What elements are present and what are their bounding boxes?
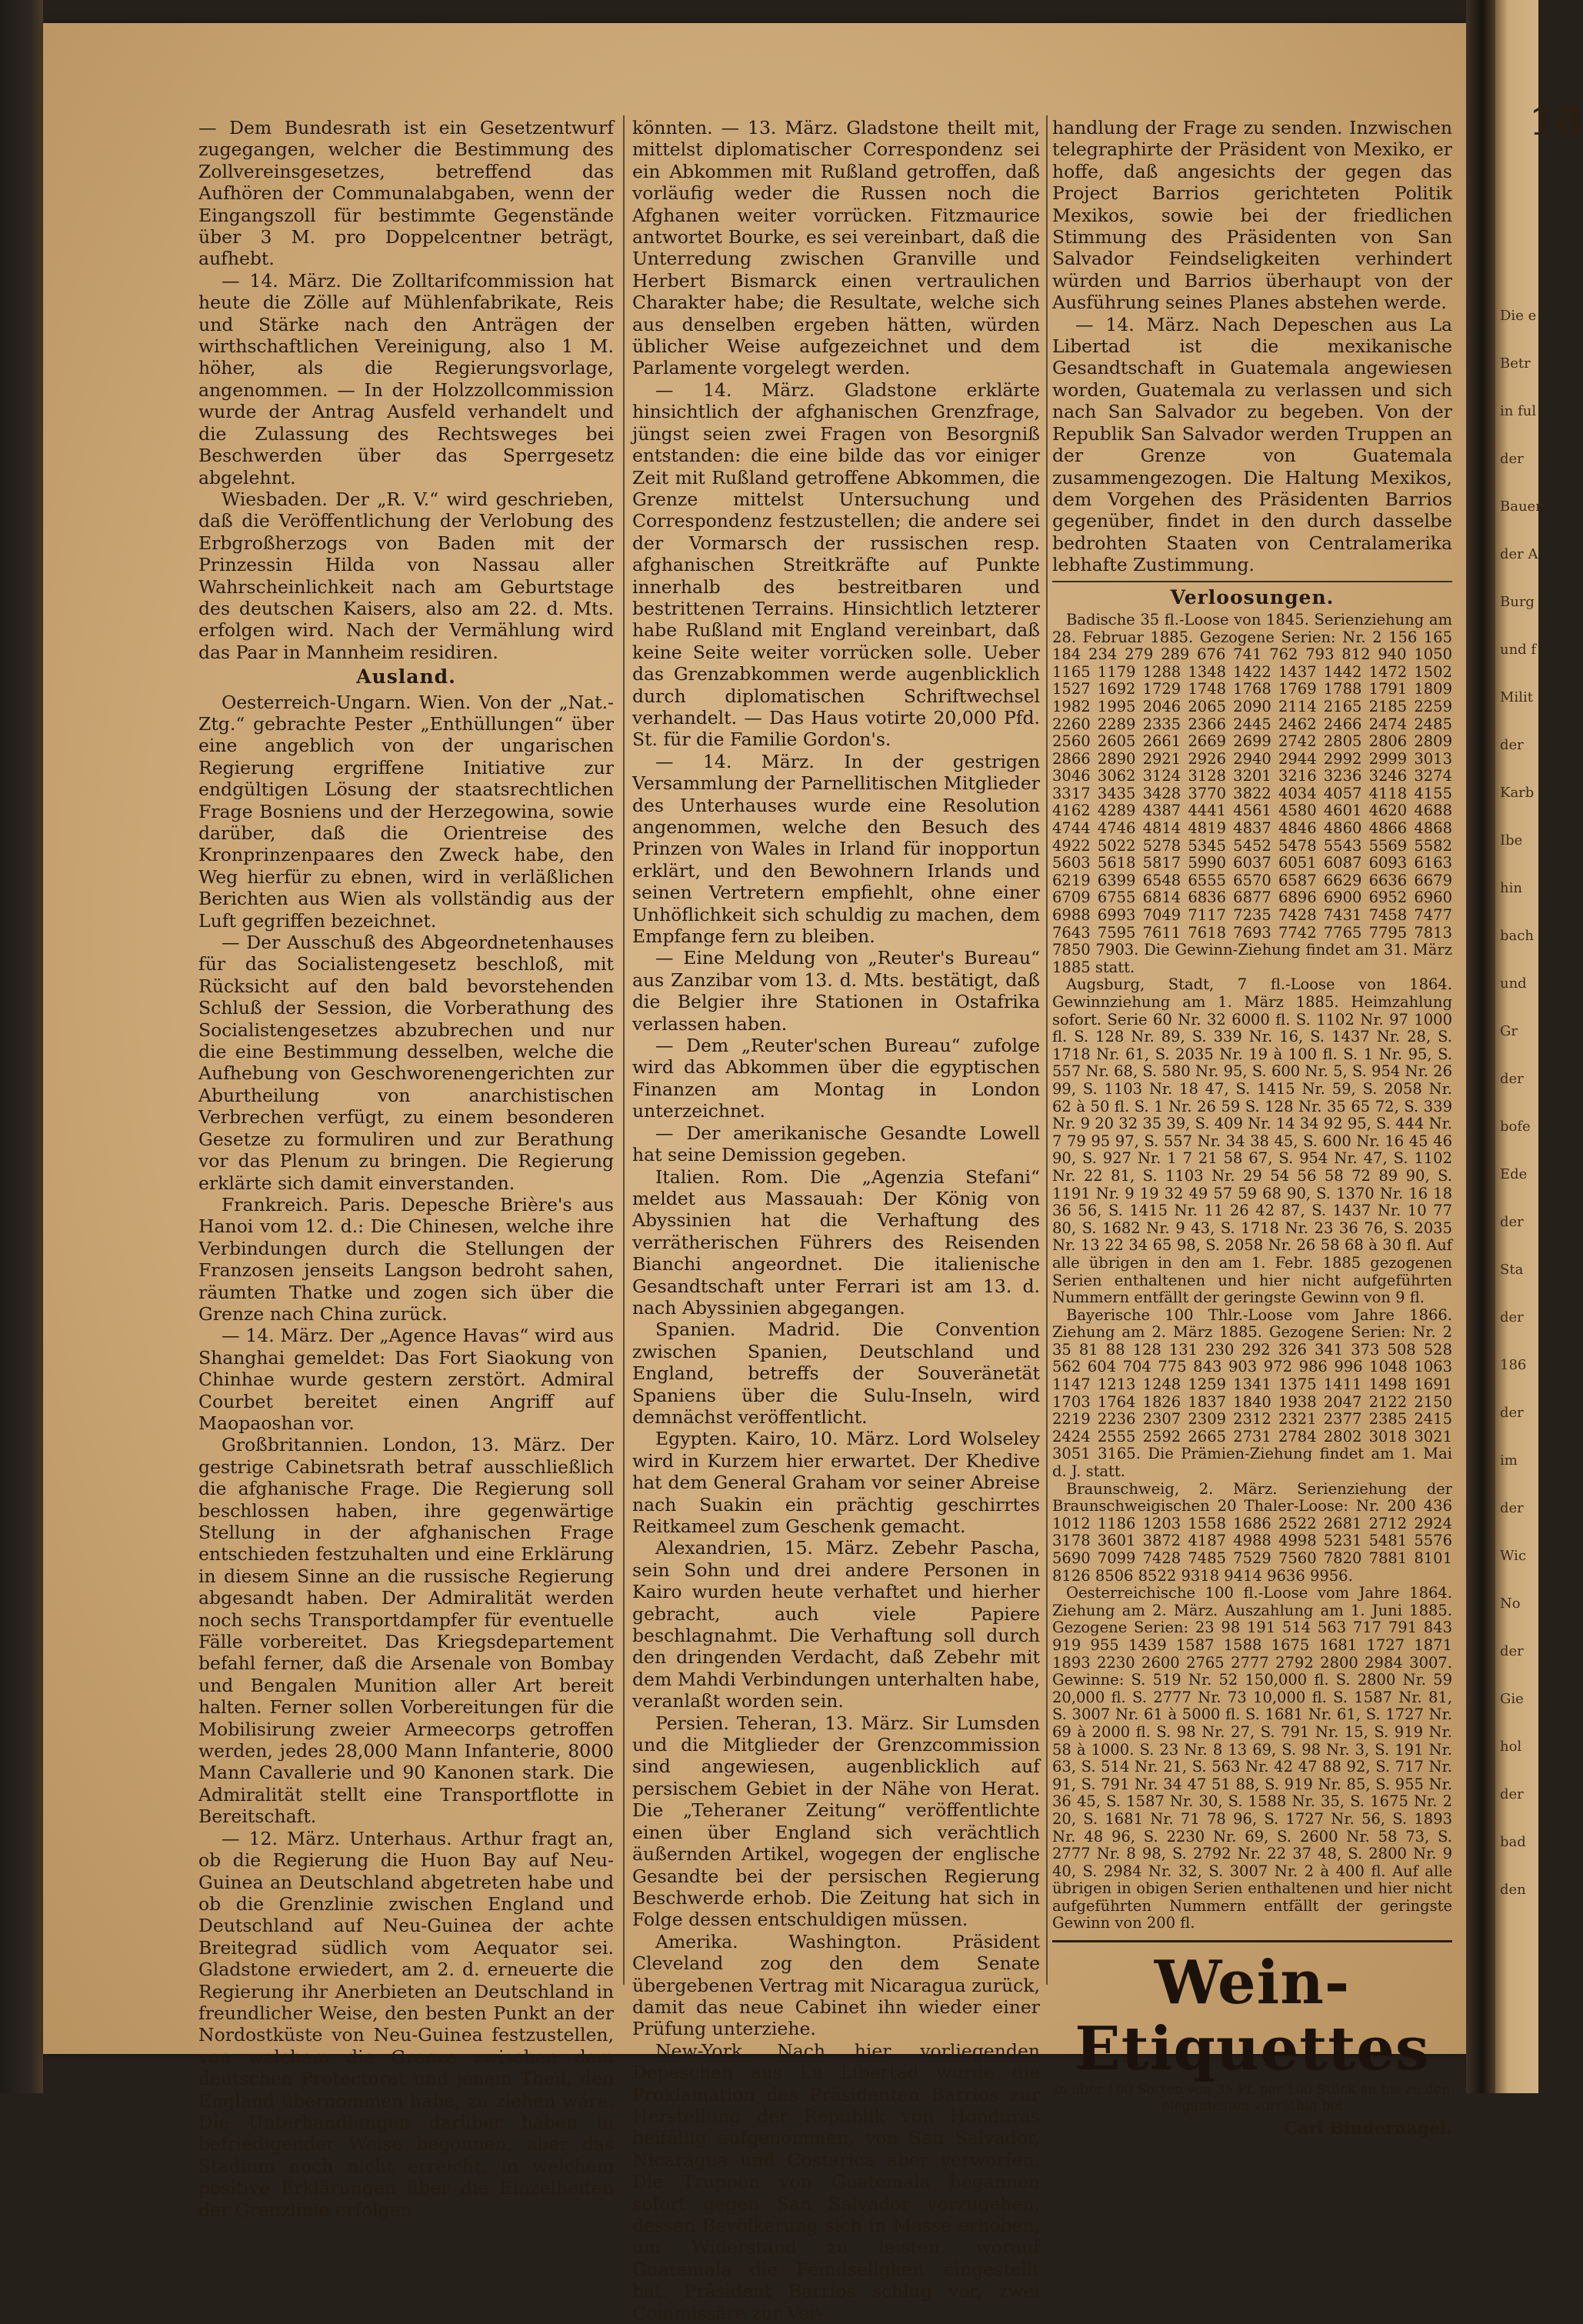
article-paragraph: New-York. Nach hier vorliegenden Depeschen aus La Libertad wurde die Proklamation des Präsidenten Barrios zur Herstellung der Republik von Honduras beifällig aufgenommen, von San Salvador, Nicaragua und Costarica aber verworfen. Die Truppen von Guatemala begannen sofort gegen San Salvador vorzugehen, dessen Bevölkerung sich in Masse erhoben, um Widerstand zu leisten, worauf Guatemala die Feindseligkeit eingestellt hat. Präsident Barrios schlug vor, zwei Commissäre zur Ver- (632, 2039, 1040, 2324)
next-page-fragment: 186 (1500, 1357, 1527, 1373)
article-paragraph: — 14. März. Nach Depeschen aus La Libertad ist die mexikanische Gesandtschaft in Guatemala angewiesen worden, Guatemala zu verlassen und sich nach San Salvador zu begeben. Von der Republik San Salvador werden Truppen an der Grenze von Guatemala zusammengezogen. Die Haltung Mexikos, dem Vorgehen des Präsidenten Barrios gegenüber, findet in den durch dasselbe bedrohten Staaten von Centralamerika lebhafte Zustimmung. (1052, 313, 1452, 576)
next-page-fragment: bofe (1500, 1119, 1531, 1135)
binding-edge (0, 0, 43, 2093)
page-number: 18 (1529, 98, 1583, 144)
next-page-fragment: und (1500, 975, 1527, 992)
column-2 (632, 117, 1040, 2324)
article-paragraph: — 12. März. Unterhaus. Arthur fragt an, ob die Regierung die Huon Bay auf Neu-Guinea an Deutschland abgetreten habe und ob die Grenzlinie zwischen England und Deutschland auf Neu-Guinea der achte Breitegrad südlich vom Aequator sei. Gladstone erwiedert, am 2. d. erneuerte die Regierung ihr Anerbieten an Deutschland in freundlicher Weise, den besten Punkt an der Nordostküste von Neu-Guinea festzustellen, von welchem die Grenze zwischen dem deutschen Protectorat und jenem Theil, den England übernommen habe, zu ziehen wäre. Die Unterhandlungen darüber haben in befriedigender Weise begonnen, aber das Stadium noch nicht erreicht, in welchem positive Erklärungen über die Einzelheiten der Grenzlinie erfolgen (198, 1827, 614, 2221)
next-page-fragment: Gr (1500, 1023, 1518, 1039)
next-page-fragment: Milit (1500, 689, 1533, 705)
lottery-entry: Oesterreichische 100 fl.-Loose vom Jahre 1864. Ziehung am 2. März. Auszahlung am 1. Juni 1885. Gezogene Serien: 23 98 191 514 563 717 791 843 919 955 1439 1587 1588 1675 1681 1727 1871 1893 2230 2600 2765 2777 2792 2800 2984 3007. Gewinne: S. 519 Nr. 52 150,000 fl. S. 2800 Nr. 59 20,000 fl. S. 2777 Nr. 73 10,000 fl. S. 1587 Nr. 81, S. 3007 Nr. 61 à 5000 fl. S. 1681 Nr. 61, S. 1727 Nr. 69 à 2000 fl. S. 98 Nr. 27, S. 791 Nr. 15, S. 919 Nr. 58 à 1000. S. 23 Nr. 8 13 69, S. 98 Nr. 3, S. 191 Nr. 63, S. 514 Nr. 21, S. 563 Nr. 42 47 88 92, S. 717 Nr. 91, S. 791 Nr. 34 47 51 88, S. 919 Nr. 85, S. 955 Nr. 36 45, S. 1587 Nr. 30, S. 1588 Nr. 35, S. 1675 Nr. 2 20, S. 1681 Nr. 71 78 96, S. 1727 Nr. 56, S. 1893 Nr. 48 96, S. 2230 Nr. 69, S. 2600 Nr. 58 73, S. 2777 Nr. 8 98, S. 2792 Nr. 22 37 48, S. 2800 Nr. 9 40, S. 2984 Nr. 32, S. 3007 Nr. 2 à 400 fl. Auf alle übrigen in obigen Serien enthaltenen und hier nicht aufgeführten Nummern entfällt der geringste Gewinn von 200 fl. (1052, 1584, 1452, 1932)
article-paragraph: — Dem Bundesrath ist ein Gesetzentwurf zugegangen, welcher die Bestimmung des Zollvereinsgesetzes, betreffend das Aufhören der Communalabgaben, wenn der Eingangszoll für bestimmte Gegenstände über 3 M. pro Doppelcentner beträgt, aufhebt. (198, 117, 614, 270)
article-paragraph: Wiesbaden. Der „R. V.“ wird geschrieben, daß die Veröffentlichung der Verlobung des Erbgroßherzogs von Baden mit der Prinzessin Hilda von Nassau aller Wahrscheinlichkeit nach am Geburtstage des deutschen Kaisers, also am 22. d. Mts. erfolgen wird. Nach der Vermählung wird das Paar in Mannheim residiren. (198, 488, 614, 663)
next-page-fragment: No (1500, 1595, 1521, 1612)
article-paragraph: — 14. März. Die Zolltarifcommission hat heute die Zölle auf Mühlenfabrikate, Reis und Stärke nach den Anträgen der wirthschaftlichen Vereinigung, also 1 M. höher, als die Regierungsvorlage, angenommen. — In der Holzzollcommission wurde der Antrag Ausfeld verhandelt und die Zulassung des Rechtsweges bei Beschwerden über das Sperrgesetz abgelehnt. (198, 269, 614, 488)
next-page-fragment: Ede (1500, 1166, 1528, 1182)
next-page-fragment: Wic (1500, 1548, 1527, 1564)
next-page-fragment: bad (1500, 1834, 1526, 1850)
article-paragraph: — Der amerikanische Gesandte Lowell hat seine Demission gegeben. (632, 1122, 1040, 1166)
column-rule (623, 115, 625, 1985)
next-page-fragment: der A (1500, 546, 1538, 562)
next-page-fragment: und f (1500, 642, 1537, 658)
next-page-fragment: der (1500, 451, 1524, 467)
lottery-entry: Braunschweig, 2. März. Serienziehung der Braunschweigischen 20 Thaler-Loose: Nr. 200 436 1012 1186 1203 1558 1686 2522 2681 2712 2924 3178 3601 3872 4187 4988 4998 5231 5481 5576 5690 7099 7428 7485 7529 7560 7820 7881 8101 8126 8506 8522 9318 9414 9636 9956. (1052, 1479, 1452, 1585)
next-page-fragment: Die e (1500, 308, 1537, 324)
section-divider (1052, 581, 1452, 582)
article-paragraph: handlung der Frage zu senden. Inzwischen telegraphirte der Präsident von Mexiko, er hoffe, daß angesichts der gegen das Project Barrios gerichteten Politik Mexikos, sowie bei der friedlichen Stimmung des Präsidenten von San Salvador Feindseligkeiten verhindert würden und Barrios überhaupt von der Ausführung seines Planes abstehen werde. (1052, 117, 1452, 314)
article-paragraph: — Eine Meldung von „Reuter's Bureau“ aus Zanzibar vom 13. d. Mts. bestätigt, daß die Belgier ihre Stationen in Ostafrika verlassen haben. (632, 947, 1040, 1035)
next-page-fragment: im (1500, 1452, 1518, 1469)
next-page-fragment: in ful (1500, 403, 1537, 419)
next-page-fragment: der (1500, 1786, 1524, 1802)
next-page-fragment: den (1500, 1882, 1526, 1898)
column-3 (1052, 117, 1452, 2139)
next-page-fragment: der (1500, 737, 1524, 753)
article-paragraph: — 14. März. In der gestrigen Versammlung der Parnellitischen Mitglieder des Unterhauses wurde eine Resolution angenommen, welche den Besuch des Prinzen von Wales in Irland für inopportun erklärt, und den Bewohnern Irlands und seinen Vertretern empfiehlt, ohne einer Unhöflichkeit sich schuldig zu machen, dem Empfange fern zu bleiben. (632, 750, 1040, 948)
next-page-fragment: Gie (1500, 1691, 1524, 1707)
column-rule (1046, 115, 1048, 1985)
lottery-listings (1052, 612, 1452, 1932)
next-page-fragment: Karb (1500, 785, 1535, 801)
next-page-fragment: Betr (1500, 355, 1531, 372)
lottery-entry: Badische 35 fl.-Loose von 1845. Serienziehung am 28. Februar 1885. Gezogene Serien: Nr. 2 156 165 184 234 279 289 676 741 762 793 812 940 1050 1165 1179 1288 1348 1422 1437 1442 1472 1502 1527 1692 1729 1748 1768 1769 1788 1791 1809 1982 1995 2046 2065 2090 2114 2165 2185 2259 2260 2289 2335 2366 2445 2462 2466 2474 2485 2560 2605 2661 2669 2699 2742 2805 2806 2809 2866 2890 2921 2926 2940 2944 2992 2999 3013 3046 3062 3124 3128 3201 3216 3236 3246 3274 3317 3435 3428 3770 3822 4034 4057 4118 4155 4162 4289 4387 4441 4561 4580 4601 4620 4688 4744 4746 4814 4819 4837 4846 4860 4866 4868 4922 5022 5278 5345 5452 5478 5543 5569 5582 5603 5618 5817 5990 6037 6051 6087 6093 6163 6219 6399 6548 6555 6570 6587 6629 6636 6679 6709 6755 6814 6836 6877 6896 6900 6952 6960 6988 6993 7049 7117 7235 7428 7431 7458 7477 7643 7595 7611 7618 7693 7742 7765 7795 7813 7850 7903. Die Gewinn-Ziehung findet am 31. März 1885 statt. (1052, 610, 1452, 976)
advertisement (1052, 1940, 1452, 2139)
section-heading-verloosungen: Verloosungen. (1170, 585, 1335, 609)
lottery-entry: Augsburg, Stadt, 7 fl.-Loose von 1864. Gewinnziehung am 1. März 1885. Heimzahlung sofort. Serie 60 Nr. 32 6000 fl. S. 1102 Nr. 97 1000 fl. S. 128 Nr. 89, S. 339 Nr. 16, S. 1437 Nr. 28, S. 1718 Nr. 61, S. 2035 Nr. 19 à 100 fl. S. 1 Nr. 95, S. 557 Nr. 68, S. 580 Nr. 95, S. 600 Nr. 5, S. 954 Nr. 26 99, S. 1103 Nr. 18 47, S. 1415 Nr. 59, S. 2058 Nr. 62 à 50 fl. S. 1 Nr. 26 59 S. 128 Nr. 35 65 72, S. 339 Nr. 9 20 32 35 39, S. 409 Nr. 14 34 92 95, S. 444 Nr. 7 79 95 97, S. 557 Nr. 34 38 45, S. 600 Nr. 16 45 46 90, S. 927 Nr. 1 7 21 58 67, S. 954 Nr. 47, S. 1102 Nr. 22 81, S. 1103 Nr. 29 54 56 58 72 89 90, S. 1191 Nr. 9 19 32 49 57 59 68 90, S. 1370 Nr. 16 18 36 56, S. 1415 Nr. 11 26 42 87, S. 1437 Nr. 10 77 80, S. 1682 Nr. 9 43, S. 1718 Nr. 23 36 76, S. 2035 Nr. 13 22 34 65 98, S. 2058 Nr. 26 58 68 à 30 fl. Auf alle übrigen in den am 1. Febr. 1885 gezogenen Serien enthaltenen und hier nicht aufgeführten Nummern entfällt der geringste Gewinn von 9 fl. (1052, 975, 1452, 1307)
article-paragraph: Alexandrien, 15. März. Zebehr Pascha, sein Sohn und drei andere Personen in Kairo wurden heute verhaftet und hierher gebracht, auch viele Papiere beschlagnahmt. Die Verhaftung soll durch den dringenden Verdacht, daß Zebehr mit dem Mahdi Verbindungen unterhalten habe, veranlaßt worden sein. (632, 1537, 1040, 1712)
article-paragraph: Persien. Teheran, 13. März. Sir Lumsden und die Mitglieder der Grenzcommission sind angewiesen, augenblicklich auf persischem Gebiet in der Nähe von Herat. Die „Teheraner Zeitung“ veröffentlichte einen über England sich verächtlich äußernden Artikel, wogegen der englische Gesandte bei der persischen Regierung Beschwerde erhob. Die Zeitung hat sich in Folge dessen entschuldigen müssen. (632, 1712, 1040, 1931)
article-paragraph: Amerika. Washington. Präsident Cleveland zog den dem Senate übergebenen Vertrag mit Nicaragua zurück, damit das neue Cabinet ihn wieder einer Prüfung unterziehe. (632, 1930, 1040, 2040)
next-page-fragment: Sta (1500, 1262, 1524, 1278)
article-paragraph: Frankreich. Paris. Depesche Brière's aus Hanoi vom 12. d.: Die Chinesen, welche ihre Verbindungen durch die Stellungen der Franzosen jenseits Langson bedroht sahen, räumten Thatke und zogen sich über die Grenze nach China zurück. (198, 1193, 614, 1325)
next-page-fragment: Ibe (1500, 832, 1523, 849)
next-page-fragment: der (1500, 1071, 1524, 1087)
article-paragraph: — Dem „Reuter'schen Bureau“ zufolge wird das Abkommen über die egyptischen Finanzen am Montag in London unterzeichnet. (632, 1035, 1040, 1122)
next-page-fragment: bach (1500, 928, 1534, 944)
next-page-fragment: Bauer (1500, 498, 1542, 515)
page-gutter (1466, 0, 1495, 2093)
ad-text: in über 100 Sorten von 35 Pf. per 100 Stück an bis zu den elegantesten vorräthig bei (1054, 2082, 1451, 2115)
article-paragraph: — 14. März. Der „Agence Havas“ wird aus Shanghai gemeldet: Das Fort Siaokung von Chinhae wurde gestern zerstört. Admiral Courbet bereitet einen Angriff auf Maopaoshan vor. (198, 1325, 614, 1434)
next-page-fragment: der (1500, 1500, 1524, 1516)
article-paragraph: — Der Ausschuß des Abgeordnetenhauses für das Socialistengesetz beschloß, mit Rücksicht auf den bald bevorstehenden Schluß der Session, die Vorberathung des Socialistengesetzes abzubrechen und nur die eine Bestimmung desselben, welche die Aufhebung von Geschworenengerichten zur Aburtheilung von anarchistischen Verbrechen verfügt, zu einem besonderen Gesetze zu formuliren und zur Berathung vor das Plenum zu bringen. Die Regierung erklärte sich damit einverstanden. (198, 932, 614, 1194)
section-heading-ausland: Ausland. (356, 665, 456, 689)
next-page-fragment: der (1500, 1405, 1524, 1421)
ad-title: Wein-Etiquettes (1075, 1948, 1430, 2085)
article-paragraph: Egypten. Kairo, 10. März. Lord Wolseley wird in Kurzem hier erwartet. Der Khedive hat dem General Graham vor seiner Abreise nach Suakin ein prächtig geschirrtes Reitkameel zum Geschenk gemacht. (632, 1428, 1040, 1537)
next-page-fragment: hin (1500, 880, 1522, 896)
next-page-fragment: Burg (1500, 594, 1535, 610)
next-page-fragment: der (1500, 1643, 1524, 1659)
article-paragraph: Oesterreich-Ungarn. Wien. Von der „Nat.-Ztg.“ gebrachte Pester „Enthüllungen“ über eine angeblich von der ungarischen Regierung ergriffene Initiative zur endgültigen Lösung der staatsrechtlichen Frage Bosniens und der Herzegowina, sowie darüber, daß die Orientreise des Kronprinzenpaares den Zweck habe, den Weg hierfür zu ebnen, wird in verläßlichen Berichten aus Wien als vollständig aus der Luft gegriffen bezeichnet. (198, 691, 614, 932)
article-paragraph: Spanien. Madrid. Die Convention zwischen Spanien, Deutschland und England, betreffs der Souveränetät Spaniens über die Sulu-Inseln, wird demnächst veröffentlicht. (632, 1319, 1040, 1428)
article-paragraph: könnten. — 13. März. Gladstone theilt mit, mittelst diplomatischer Correspondenz sei ein Abkommen mit Rußland getroffen, daß vorläufig weder die Russen noch die Afghanen weiter vorrücken. Fitzmaurice antwortet Bourke, es sei vereinbart, daß die Unterredung zwischen Granville und Herbert Bismarck einen vertraulichen Charakter habe; die Resultate, welche sich aus denselben ergeben hätten, würden üblicher Weise aufgezeichnet und dem Parlamente vorgelegt werden. (632, 117, 1040, 379)
column-1 (198, 117, 614, 2221)
ad-signature: Carl Bindernagel. (1284, 2119, 1452, 2139)
next-page-fragment: der (1500, 1309, 1524, 1325)
next-page-fragment: der (1500, 1214, 1524, 1230)
lottery-entry: Bayerische 100 Thlr.-Loose vom Jahre 1866. Ziehung am 2. März 1885. Gezogene Serien: Nr. 2 35 81 88 128 131 230 292 326 341 373 508 528 562 604 704 775 843 903 972 986 996 1048 1063 1147 1213 1248 1259 1341 1375 1411 1498 1691 1703 1764 1826 1837 1840 1938 2047 2122 2150 2219 2236 2307 2309 2312 2321 2377 2385 2415 2424 2555 2592 2665 2731 2784 2802 3018 3021 3051 3165. Die Prämien-Ziehung findet am 1. Mai d. J. statt. (1052, 1305, 1452, 1481)
article-paragraph: Großbritannien. London, 13. März. Der gestrige Cabinetsrath betraf ausschließlich die afghanische Frage. Die Regierung soll beschlossen haben, ihre gegenwärtige Stellung in der afghanischen Frage entschieden festzuhalten und eine Erklärung in diesem Sinne an die russische Regierung abgesandt haben. Der Admiralität werden noch sechs Transportdampfer für eventuelle Fälle vorbereitet. Das Kriegsdepartement befahl ferner, daß die Arsenale von Bombay und Bengalen Munition aller Art bereit halten. Ferner sollen Vorbereitungen für die Mobilisirung zweier Armeecorps getroffen werden, jedes 28,000 Mann Infanterie, 8000 Mann Cavallerie und 90 Kanonen stark. Die Admiralität stellt eine Transportflotte in Bereitschaft. (198, 1434, 614, 1828)
next-page-fragment: hol (1500, 1739, 1522, 1755)
article-paragraph: — 14. März. Gladstone erklärte hinsichtlich der afghanischen Grenzfrage, jüngst seien zwei Fragen von Besorgniß entstanden: die eine bilde das vor einiger Zeit mit Rußland getroffene Abkommen, die Grenze mittelst Untersuchung und Correspondenz festzustellen; die andere sei der Vormarsch der russischen resp. afghanischen Streitkräfte auf Punkte innerhalb des bestreitbaren und bestrittenen Terrains. Hinsichtlich letzterer habe Rußland mit England vereinbart, daß keine Seite weiter vorrücken solle. Ueber das Grenzabkommen werde augenblicklich durch diplomatischen Schriftwechsel verhandelt. — Das Haus votirte 20,000 Pfd. St. für die Familie Gordon's. (632, 378, 1040, 751)
article-paragraph: Italien. Rom. Die „Agenzia Stefani“ meldet aus Massauah: Der König von Abyssinien hat die Verhaftung des verrätherischen Führers des Reisenden Bianchi angeordnet. Die italienische Gesandtschaft unter Ferrari ist am 13. d. nach Abyssinien abgegangen. (632, 1165, 1040, 1319)
